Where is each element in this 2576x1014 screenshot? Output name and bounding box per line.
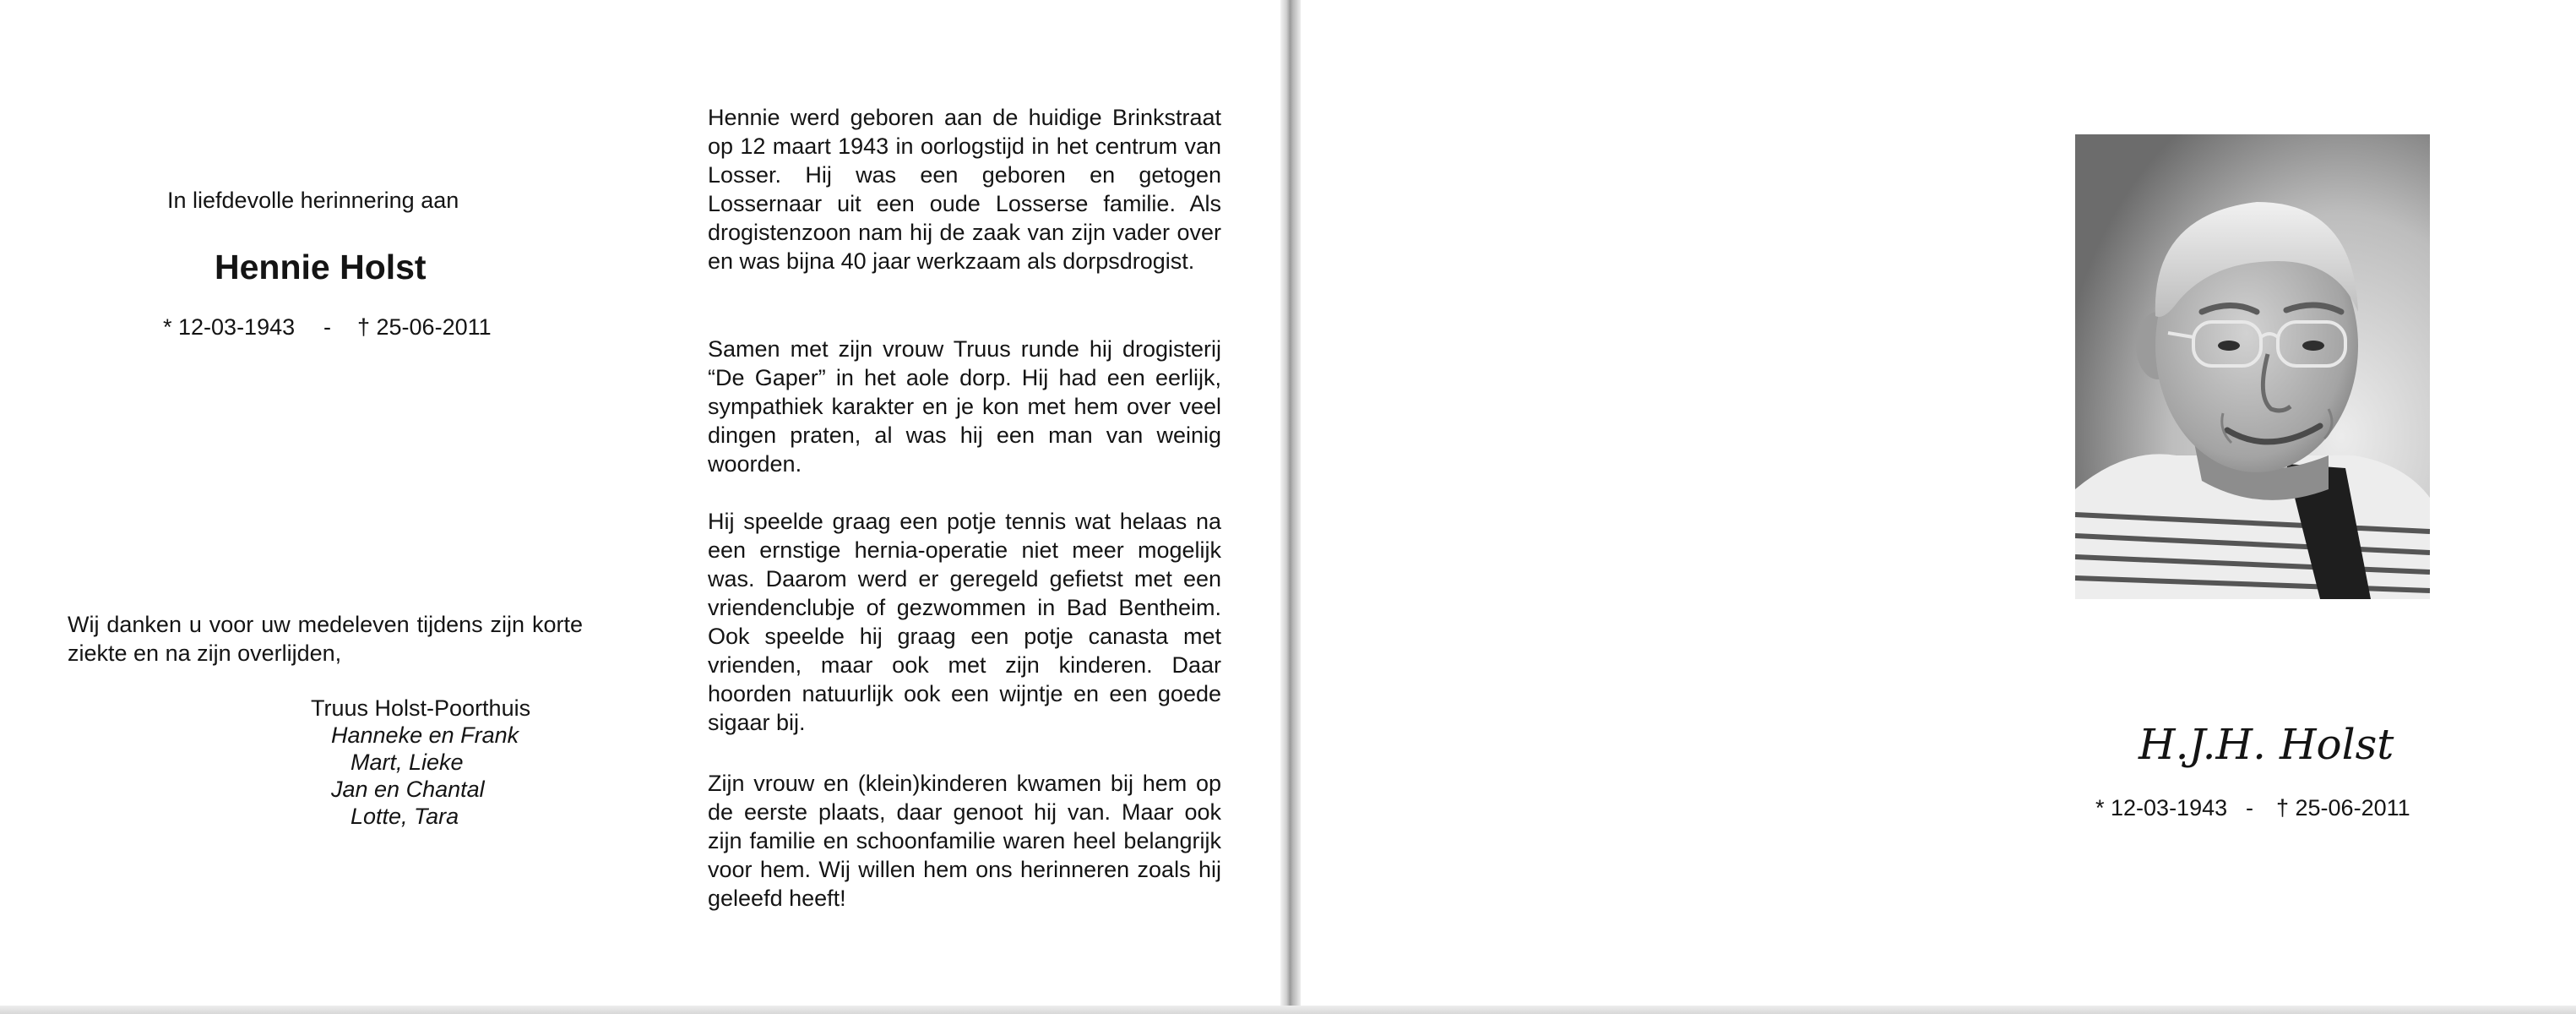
family-name-spouse: Truus Holst-Poorthuis — [311, 695, 531, 721]
family-name: Lotte, Tara — [351, 804, 459, 829]
family-name: Hanneke en Frank — [331, 722, 519, 748]
date-separator: - — [2246, 795, 2253, 820]
death-date: † 25-06-2011 — [2276, 795, 2410, 820]
portrait-photo — [2075, 134, 2430, 599]
birth-date: * 12-03-1943 — [163, 314, 296, 340]
portrait-illustration — [2075, 134, 2430, 599]
deceased-name: Hennie Holst — [215, 248, 427, 286]
family-name: Jan en Chantal — [331, 777, 485, 802]
life-dates-left — [163, 314, 492, 341]
bottom-edge-shadow — [0, 1006, 2576, 1014]
date-separator: - — [323, 314, 331, 340]
death-date: † 25-06-2011 — [357, 314, 492, 340]
thanks-text: Wij danken u voor uw medeleven tijdens zijn korte ziekte en na zijn overlijden, — [68, 612, 583, 666]
life-dates-right — [2095, 795, 2410, 821]
story-paragraph: Samen met zijn vrouw Truus runde hij drogisterij “De Gaper” in het aole dorp. Hij had een eerlijk, sympathiek karakter en je kon met hem over veel dingen praten, al was hij een man van weinig woorden. — [708, 336, 1221, 477]
signature-name: H.J.H. Holst — [2139, 720, 2394, 769]
card-fold — [1280, 0, 1301, 1014]
story-paragraph: Hennie werd geboren aan de huidige Brinkstraat op 12 maart 1943 in oorlogstijd in het centrum van Losser. Hij was een geboren en getogen Lossernaar uit een oude Losserse familie. Als drogistenzoon nam hij de zaak van zijn vader over en was bijna 40 jaar werkzaam als dorpsdrogist. — [708, 105, 1221, 274]
intro-text: In liefdevolle herinnering aan — [167, 188, 459, 213]
birth-date: * 12-03-1943 — [2095, 795, 2228, 820]
family-name: Mart, Lieke — [351, 750, 464, 775]
story-paragraph: Hij speelde graag een potje tennis wat helaas na een ernstige hernia-operatie niet meer mogelijk was. Daarom werd er geregeld gefietst met een vriendenclubje of gezwommen in Bad Bentheim. Ook speelde hij graag een potje canasta met vrienden, maar ook met zijn kinderen. Daar hoorden natuurlijk ook een wijntje en een goede sigaar bij. — [708, 509, 1221, 735]
story-paragraph: Zijn vrouw en (klein)kinderen kwamen bij hem op de eerste plaats, daar genoot hij van. Maar ook zijn familie en schoonfamilie waren heel belangrijk voor hem. Wij willen hem ons herinneren zoals hij geleefd heeft! — [708, 771, 1221, 911]
